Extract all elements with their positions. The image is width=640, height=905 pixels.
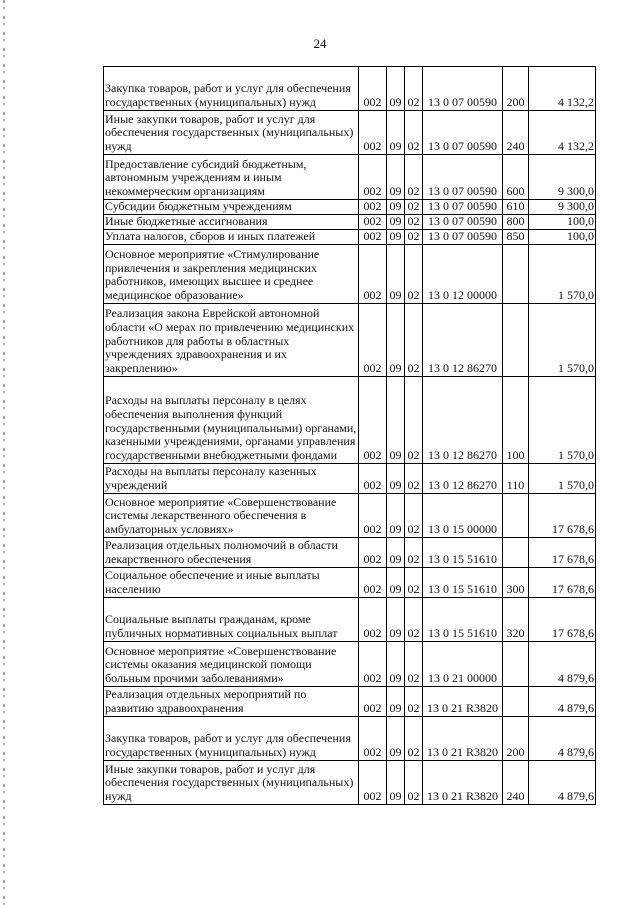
row-program-code: 13 0 12 86270 — [423, 464, 503, 494]
row-expense-type: 850 — [503, 230, 529, 245]
row-name: Социальное обеспечение и иные выплаты населению — [104, 568, 359, 598]
row-amount: 100,0 — [529, 230, 596, 245]
row-subsection-code: 02 — [405, 111, 423, 155]
row-expense-type: 240 — [503, 761, 529, 805]
row-name: Иные закупки товаров, работ и услуг для обеспечения государственных (муниципальных) нужд — [104, 761, 359, 805]
table-row — [104, 494, 596, 538]
row-subsection-code: 02 — [405, 687, 423, 717]
row-ministry-code: 002 — [359, 230, 387, 245]
row-ministry-code: 002 — [359, 304, 387, 377]
row-amount: 9 300,0 — [529, 200, 596, 215]
row-name: Реализация закона Еврейской автономной области «О мерах по привлечению медицинских работников для работы в областных учреждениях здравоохранения и их закреплению» — [104, 304, 359, 377]
row-expense-type: 100 — [503, 377, 529, 464]
row-expense-type: 320 — [503, 598, 529, 642]
table-row — [104, 245, 596, 304]
row-section-code: 09 — [387, 494, 405, 538]
row-program-code: 13 0 15 51610 — [423, 598, 503, 642]
row-section-code: 09 — [387, 377, 405, 464]
row-amount: 1 570,0 — [529, 245, 596, 304]
row-subsection-code: 02 — [405, 717, 423, 761]
table-row — [104, 538, 596, 568]
row-expense-type: 610 — [503, 200, 529, 215]
table-row — [104, 464, 596, 494]
table-row — [104, 200, 596, 215]
row-subsection-code: 02 — [405, 538, 423, 568]
row-name: Иные бюджетные ассигнования — [104, 215, 359, 230]
row-amount: 4 879,6 — [529, 642, 596, 687]
table-row — [104, 377, 596, 464]
row-name: Закупка товаров, работ и услуг для обеспечения государственных (муниципальных) нужд — [104, 67, 359, 111]
row-section-code: 09 — [387, 215, 405, 230]
row-subsection-code: 02 — [405, 761, 423, 805]
row-ministry-code: 002 — [359, 717, 387, 761]
table-row — [104, 717, 596, 761]
row-program-code: 13 0 21 R3820 — [423, 687, 503, 717]
row-name: Предоставление субсидий бюджетным, автономным учреждениям и иным некоммерческим организациям — [104, 155, 359, 200]
budget-table-body — [104, 67, 596, 805]
row-program-code: 13 0 07 00590 — [423, 215, 503, 230]
row-amount: 100,0 — [529, 215, 596, 230]
table-row — [104, 598, 596, 642]
row-expense-type: 200 — [503, 67, 529, 111]
row-ministry-code: 002 — [359, 155, 387, 200]
row-expense-type: 200 — [503, 717, 529, 761]
row-program-code: 13 0 12 86270 — [423, 377, 503, 464]
row-ministry-code: 002 — [359, 538, 387, 568]
row-amount: 17 678,6 — [529, 568, 596, 598]
row-ministry-code: 002 — [359, 494, 387, 538]
row-expense-type: 800 — [503, 215, 529, 230]
row-expense-type: 600 — [503, 155, 529, 200]
table-row — [104, 687, 596, 717]
row-amount: 1 570,0 — [529, 377, 596, 464]
row-section-code: 09 — [387, 598, 405, 642]
row-ministry-code: 002 — [359, 215, 387, 230]
row-section-code: 09 — [387, 200, 405, 215]
row-ministry-code: 002 — [359, 245, 387, 304]
row-section-code: 09 — [387, 717, 405, 761]
row-program-code: 13 0 07 00590 — [423, 230, 503, 245]
row-subsection-code: 02 — [405, 155, 423, 200]
row-amount: 1 570,0 — [529, 464, 596, 494]
row-ministry-code: 002 — [359, 568, 387, 598]
row-program-code: 13 0 21 R3820 — [423, 717, 503, 761]
row-ministry-code: 002 — [359, 761, 387, 805]
row-expense-type — [503, 494, 529, 538]
row-amount: 9 300,0 — [529, 155, 596, 200]
table-row — [104, 155, 596, 200]
row-expense-type — [503, 687, 529, 717]
row-program-code: 13 0 15 00000 — [423, 494, 503, 538]
row-name: Основное мероприятие «Совершенствование системы оказания медицинской помощи больным прочими заболеваниями» — [104, 642, 359, 687]
row-name: Расходы на выплаты персоналу в целях обеспечения выполнения функций государственными (муниципальными) органами, казенными учреждениями, органами управления государственными внебюджетными фондами — [104, 377, 359, 464]
row-expense-type: 240 — [503, 111, 529, 155]
row-ministry-code: 002 — [359, 200, 387, 215]
row-section-code: 09 — [387, 111, 405, 155]
row-ministry-code: 002 — [359, 111, 387, 155]
row-name: Реализация отдельных мероприятий по развитию здравоохранения — [104, 687, 359, 717]
row-amount: 17 678,6 — [529, 598, 596, 642]
scan-edge-artifact — [3, 0, 5, 905]
row-program-code: 13 0 15 51610 — [423, 568, 503, 598]
table-row — [104, 215, 596, 230]
row-ministry-code: 002 — [359, 377, 387, 464]
row-amount: 1 570,0 — [529, 304, 596, 377]
row-name: Уплата налогов, сборов и иных платежей — [104, 230, 359, 245]
row-subsection-code: 02 — [405, 464, 423, 494]
row-amount: 4 879,6 — [529, 761, 596, 805]
row-expense-type — [503, 245, 529, 304]
row-section-code: 09 — [387, 67, 405, 111]
row-program-code: 13 0 21 R3820 — [423, 761, 503, 805]
page-number: 24 — [313, 36, 327, 51]
row-subsection-code: 02 — [405, 215, 423, 230]
row-name: Реализация отдельных полномочий в области лекарственного обеспечения — [104, 538, 359, 568]
table-row — [104, 230, 596, 245]
budget-table — [103, 66, 596, 805]
row-section-code: 09 — [387, 155, 405, 200]
row-subsection-code: 02 — [405, 304, 423, 377]
table-row — [104, 761, 596, 805]
row-program-code: 13 0 15 51610 — [423, 538, 503, 568]
row-section-code: 09 — [387, 464, 405, 494]
row-name: Иные закупки товаров, работ и услуг для обеспечения государственных (муниципальных) нужд — [104, 111, 359, 155]
row-expense-type — [503, 642, 529, 687]
row-subsection-code: 02 — [405, 245, 423, 304]
table-row — [104, 304, 596, 377]
row-amount: 4 879,6 — [529, 687, 596, 717]
row-program-code: 13 0 12 86270 — [423, 304, 503, 377]
row-section-code: 09 — [387, 304, 405, 377]
row-subsection-code: 02 — [405, 568, 423, 598]
row-amount: 4 879,6 — [529, 717, 596, 761]
row-subsection-code: 02 — [405, 200, 423, 215]
row-ministry-code: 002 — [359, 642, 387, 687]
row-section-code: 09 — [387, 642, 405, 687]
table-row — [104, 568, 596, 598]
row-program-code: 13 0 07 00590 — [423, 111, 503, 155]
row-amount: 17 678,6 — [529, 538, 596, 568]
row-name: Основное мероприятие «Совершенствование системы лекарственного обеспечения в амбулаторных условиях» — [104, 494, 359, 538]
row-ministry-code: 002 — [359, 687, 387, 717]
row-name: Закупка товаров, работ и услуг для обеспечения государственных (муниципальных) нужд — [104, 717, 359, 761]
row-expense-type: 300 — [503, 568, 529, 598]
row-program-code: 13 0 21 00000 — [423, 642, 503, 687]
row-subsection-code: 02 — [405, 642, 423, 687]
row-ministry-code: 002 — [359, 598, 387, 642]
row-amount: 17 678,6 — [529, 494, 596, 538]
row-ministry-code: 002 — [359, 67, 387, 111]
row-expense-type — [503, 304, 529, 377]
row-section-code: 09 — [387, 538, 405, 568]
row-amount: 4 132,2 — [529, 67, 596, 111]
row-subsection-code: 02 — [405, 67, 423, 111]
table-row — [104, 111, 596, 155]
row-subsection-code: 02 — [405, 494, 423, 538]
row-section-code: 09 — [387, 245, 405, 304]
row-expense-type: 110 — [503, 464, 529, 494]
row-subsection-code: 02 — [405, 377, 423, 464]
row-expense-type — [503, 538, 529, 568]
row-section-code: 09 — [387, 687, 405, 717]
row-program-code: 13 0 12 00000 — [423, 245, 503, 304]
row-ministry-code: 002 — [359, 464, 387, 494]
row-section-code: 09 — [387, 568, 405, 598]
row-amount: 4 132,2 — [529, 111, 596, 155]
row-section-code: 09 — [387, 230, 405, 245]
row-name: Расходы на выплаты персоналу казенных учреждений — [104, 464, 359, 494]
row-program-code: 13 0 07 00590 — [423, 155, 503, 200]
table-row — [104, 67, 596, 111]
row-subsection-code: 02 — [405, 230, 423, 245]
row-program-code: 13 0 07 00590 — [423, 67, 503, 111]
table-row — [104, 642, 596, 687]
row-name: Основное мероприятие «Стимулирование привлечения и закрепления медицинских работников, имеющих высшее и среднее медицинское образование» — [104, 245, 359, 304]
row-program-code: 13 0 07 00590 — [423, 200, 503, 215]
row-name: Субсидии бюджетным учреждениям — [104, 200, 359, 215]
row-section-code: 09 — [387, 761, 405, 805]
row-subsection-code: 02 — [405, 598, 423, 642]
row-name: Социальные выплаты гражданам, кроме публичных нормативных социальных выплат — [104, 598, 359, 642]
